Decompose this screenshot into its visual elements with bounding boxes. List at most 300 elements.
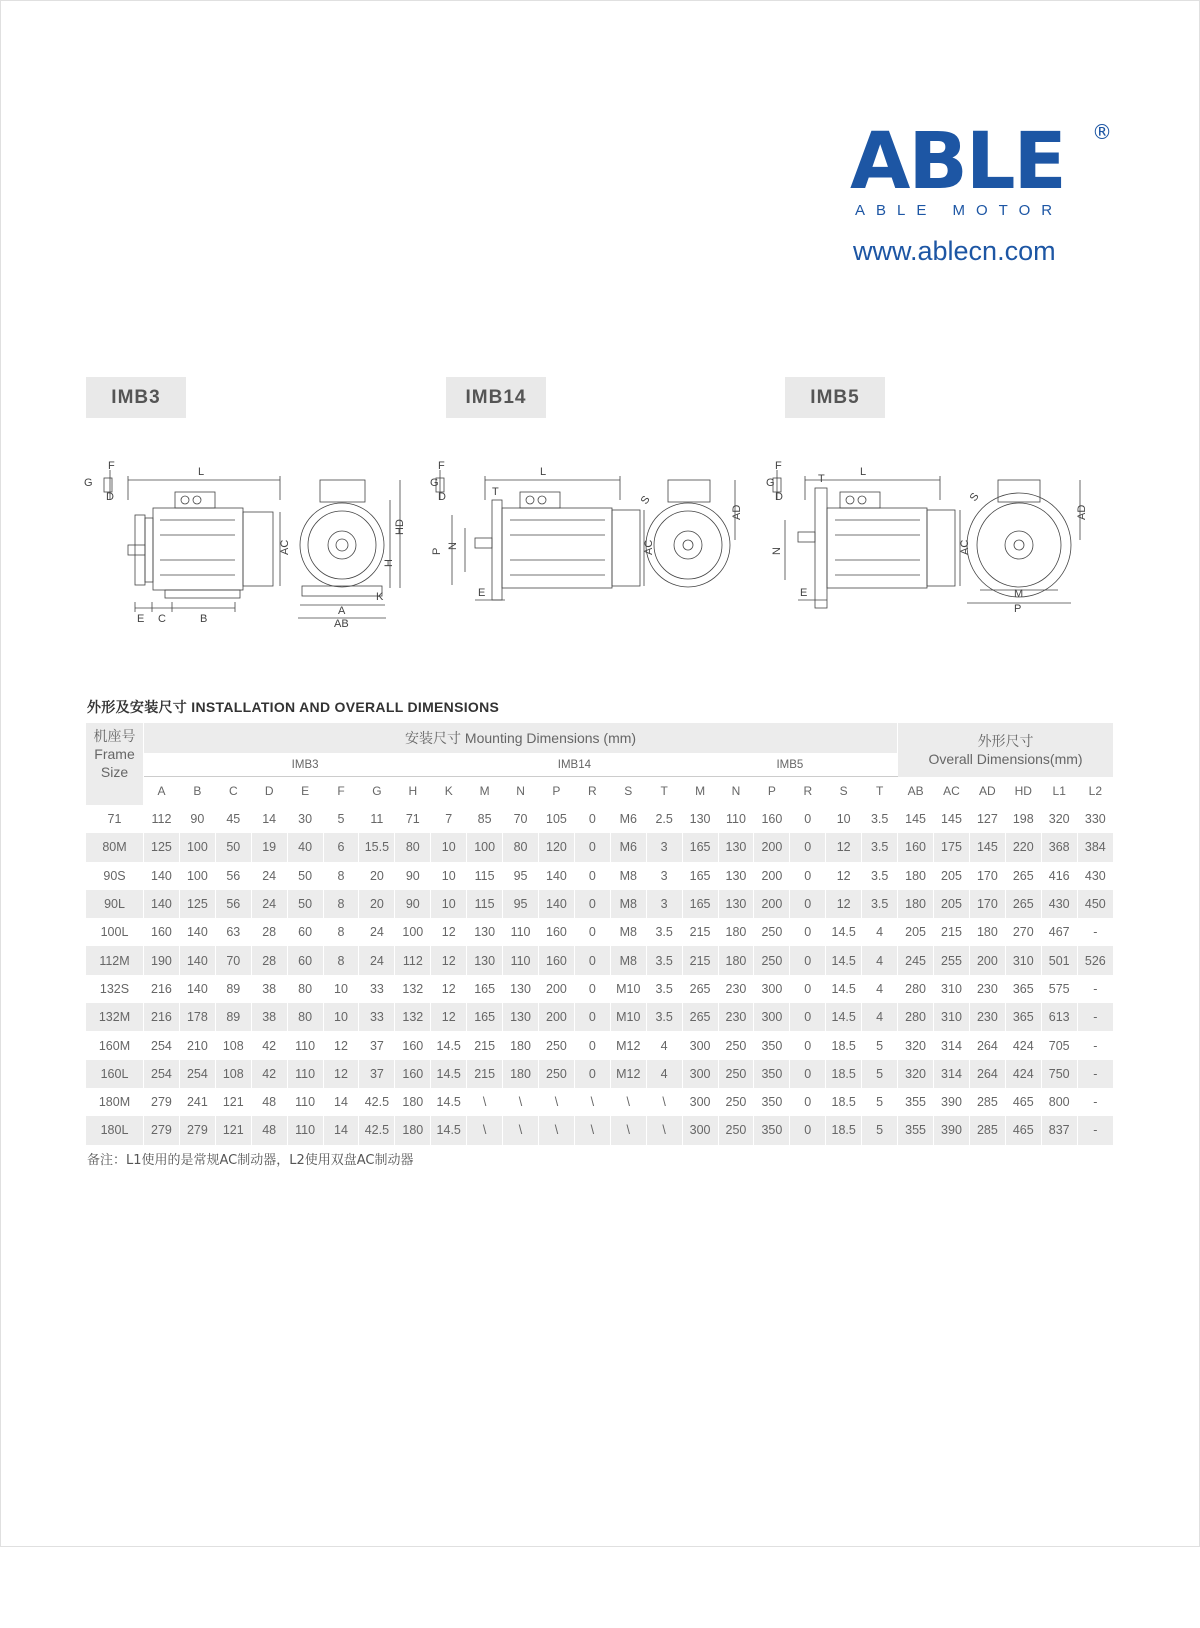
table-cell: \	[646, 1116, 682, 1144]
table-cell: 314	[934, 1031, 970, 1059]
imb14-label-ac: AC	[643, 539, 655, 555]
table-cell: 180	[718, 946, 754, 974]
table-cell: 18.5	[826, 1031, 862, 1059]
table-cell: 310	[934, 1003, 970, 1031]
frame-header-cn: 机座号	[93, 728, 136, 744]
table-cell: -	[1077, 918, 1113, 946]
table-cell: 11	[359, 805, 395, 833]
table-cell: 190	[144, 946, 180, 974]
table-cell: 250	[718, 1088, 754, 1116]
column-header: E	[287, 777, 323, 806]
table-cell: 314	[934, 1060, 970, 1088]
table-cell: 355	[898, 1116, 934, 1144]
table-cell: 300	[682, 1116, 718, 1144]
table-cell: 0	[790, 833, 826, 861]
table-cell: 165	[467, 1003, 503, 1031]
table-cell: 14.5	[431, 1060, 467, 1088]
imb3-label-l: L	[198, 466, 205, 478]
table-cell: 215	[682, 918, 718, 946]
imb14-label-t: T	[492, 486, 499, 498]
table-cell: 180	[898, 862, 934, 890]
table-cell: 12	[431, 1003, 467, 1031]
table-cell: 3	[646, 833, 682, 861]
table-cell: 215	[682, 946, 718, 974]
frame-size-cell: 132S	[86, 975, 144, 1003]
column-header: AB	[898, 777, 934, 806]
table-cell: 270	[1005, 918, 1041, 946]
table-cell: 526	[1077, 946, 1113, 974]
table-cell: 42	[251, 1031, 287, 1059]
imb14-label-d: D	[438, 491, 446, 503]
table-cell: 0	[574, 890, 610, 918]
table-cell: M8	[610, 918, 646, 946]
table-cell: 80	[503, 833, 539, 861]
table-cell: 42.5	[359, 1116, 395, 1144]
table-cell: 0	[790, 862, 826, 890]
table-cell: 38	[251, 975, 287, 1003]
column-header: S	[610, 777, 646, 806]
imb3-label-k: K	[376, 591, 384, 603]
table-cell: 165	[467, 975, 503, 1003]
table-cell: 320	[898, 1060, 934, 1088]
imb5-label-d: D	[775, 491, 783, 503]
table-cell: 285	[969, 1088, 1005, 1116]
table-cell: 416	[1041, 862, 1077, 890]
imb5-label-ad: AD	[1076, 504, 1088, 520]
column-header: P	[754, 777, 790, 806]
table-cell: 170	[969, 890, 1005, 918]
table-cell: 4	[862, 946, 898, 974]
imb5-label-f: F	[775, 460, 782, 472]
table-cell: 279	[179, 1116, 215, 1144]
table-cell: 50	[287, 862, 323, 890]
frame-size-cell: 90L	[86, 890, 144, 918]
table-cell: 265	[682, 975, 718, 1003]
table-cell: 38	[251, 1003, 287, 1031]
table-cell: 330	[1077, 805, 1113, 833]
imb3-label-d: D	[106, 491, 114, 503]
table-row	[86, 946, 1114, 974]
table-cell: 112	[144, 805, 180, 833]
table-cell: M8	[610, 890, 646, 918]
frame-size-cell: 112M	[86, 946, 144, 974]
table-cell: 180	[969, 918, 1005, 946]
table-cell: 241	[179, 1088, 215, 1116]
table-cell: 14.5	[826, 975, 862, 1003]
table-row	[86, 1031, 1114, 1059]
table-cell: \	[538, 1116, 574, 1144]
table-cell: M8	[610, 862, 646, 890]
table-cell: 320	[1041, 805, 1077, 833]
table-cell: 165	[682, 890, 718, 918]
table-row	[86, 1003, 1114, 1031]
table-cell: 365	[1005, 975, 1041, 1003]
table-cell: 160	[538, 918, 574, 946]
table-cell: 130	[503, 1003, 539, 1031]
table-cell: 130	[718, 862, 754, 890]
table-cell: 4	[862, 975, 898, 1003]
table-cell: 12	[431, 946, 467, 974]
group-imb3: IMB3	[144, 753, 467, 777]
table-cell: 465	[1005, 1088, 1041, 1116]
frame-size-cell: 132M	[86, 1003, 144, 1031]
table-cell: 279	[144, 1088, 180, 1116]
imb5-front-view	[967, 480, 1080, 603]
table-cell: 165	[682, 833, 718, 861]
table-cell: 110	[503, 946, 539, 974]
table-cell: 216	[144, 975, 180, 1003]
column-header: G	[359, 777, 395, 806]
table-row	[86, 890, 1114, 918]
table-cell: 215	[467, 1031, 503, 1059]
table-cell: 390	[934, 1116, 970, 1144]
imb5-label-g: G	[766, 477, 775, 489]
table-cell: 70	[503, 805, 539, 833]
group-imb14: IMB14	[467, 753, 682, 777]
table-cell: 310	[1005, 946, 1041, 974]
column-header: D	[251, 777, 287, 806]
imb14-label-ad: AD	[731, 504, 743, 520]
table-cell: 10	[826, 805, 862, 833]
table-cell: 230	[969, 975, 1005, 1003]
table-cell: 501	[1041, 946, 1077, 974]
table-cell: 112	[395, 946, 431, 974]
column-header: M	[467, 777, 503, 806]
table-cell: 160	[144, 918, 180, 946]
imb3-label-e: E	[137, 613, 145, 625]
table-cell: 50	[215, 833, 251, 861]
table-cell: 160	[538, 946, 574, 974]
frame-header-en-2: Size	[100, 764, 129, 780]
table-cell: 300	[754, 1003, 790, 1031]
table-cell: 12	[431, 975, 467, 1003]
table-cell: 350	[754, 1060, 790, 1088]
table-cell: 250	[718, 1116, 754, 1144]
tab-imb14: IMB14	[446, 377, 546, 418]
table-cell: 145	[898, 805, 934, 833]
table-cell: 160	[754, 805, 790, 833]
table-cell: 60	[287, 946, 323, 974]
table-row	[86, 975, 1114, 1003]
table-cell: 424	[1005, 1031, 1041, 1059]
imb3-label-h: H	[383, 559, 395, 567]
imb5-label-e: E	[800, 587, 808, 599]
table-cell: 121	[215, 1088, 251, 1116]
table-cell: 33	[359, 1003, 395, 1031]
table-cell: 3.5	[862, 805, 898, 833]
table-cell: 0	[790, 890, 826, 918]
table-cell: 100	[395, 918, 431, 946]
logo-wordmark: ABLE	[850, 117, 1065, 207]
table-cell: 12	[826, 890, 862, 918]
table-cell: 350	[754, 1116, 790, 1144]
table-cell: 279	[144, 1116, 180, 1144]
table-cell: 0	[790, 1060, 826, 1088]
table-cell: 0	[574, 1031, 610, 1059]
overall-header-en: Overall Dimensions(mm)	[928, 750, 1083, 767]
table-cell: 14.5	[826, 1003, 862, 1031]
table-cell: 28	[251, 946, 287, 974]
frame-size-header	[86, 723, 144, 805]
table-cell: 140	[144, 890, 180, 918]
table-cell: 18.5	[826, 1060, 862, 1088]
table-cell: 210	[179, 1031, 215, 1059]
frame-size-cell: 71	[86, 805, 144, 833]
table-cell: M10	[610, 1003, 646, 1031]
column-header: M	[682, 777, 718, 806]
table-cell: 160	[395, 1060, 431, 1088]
table-cell: 180	[395, 1116, 431, 1144]
table-cell: 200	[754, 833, 790, 861]
table-cell: 264	[969, 1031, 1005, 1059]
imb14-label-p: P	[431, 547, 443, 555]
table-cell: 198	[1005, 805, 1041, 833]
table-cell: 14	[323, 1088, 359, 1116]
table-cell: M8	[610, 946, 646, 974]
table-cell: 90	[395, 862, 431, 890]
table-cell: 80	[395, 833, 431, 861]
table-cell: 140	[179, 946, 215, 974]
table-cell: 255	[934, 946, 970, 974]
table-cell: 215	[467, 1060, 503, 1088]
imb14-label-f: F	[438, 460, 445, 472]
column-header: F	[323, 777, 359, 806]
table-cell: 160	[395, 1031, 431, 1059]
column-header: AD	[969, 777, 1005, 806]
table-cell: 115	[467, 890, 503, 918]
table-cell: 130	[718, 890, 754, 918]
table-row	[86, 833, 1114, 861]
table-cell: 48	[251, 1088, 287, 1116]
table-cell: 110	[287, 1060, 323, 1088]
group-imb5: IMB5	[682, 753, 898, 777]
table-cell: 130	[682, 805, 718, 833]
table-cell: 20	[359, 890, 395, 918]
table-cell: 145	[934, 805, 970, 833]
table-row	[86, 862, 1114, 890]
table-cell: 19	[251, 833, 287, 861]
imb14-side-view	[436, 470, 644, 600]
table-cell: 14.5	[431, 1116, 467, 1144]
table-cell: 89	[215, 1003, 251, 1031]
brand-subtitle: ABLE MOTOR	[855, 202, 1064, 219]
imb5-label-n: N	[771, 547, 783, 555]
table-cell: 8	[323, 862, 359, 890]
table-cell: 8	[323, 918, 359, 946]
frame-size-cell: 180L	[86, 1116, 144, 1144]
table-cell: 450	[1077, 890, 1113, 918]
table-cell: \	[610, 1116, 646, 1144]
table-cell: 12	[431, 918, 467, 946]
table-cell: 8	[323, 890, 359, 918]
table-cell: 5	[862, 1031, 898, 1059]
table-cell: 130	[467, 946, 503, 974]
table-cell: 750	[1041, 1060, 1077, 1088]
table-cell: 42.5	[359, 1088, 395, 1116]
frame-size-cell: 180M	[86, 1088, 144, 1116]
registered-mark: ®	[1092, 120, 1112, 144]
column-header: N	[503, 777, 539, 806]
table-cell: 0	[574, 946, 610, 974]
table-row	[86, 805, 1114, 833]
table-cell: 90	[395, 890, 431, 918]
table-cell: 5	[323, 805, 359, 833]
table-cell: 205	[934, 890, 970, 918]
table-cell: 10	[431, 862, 467, 890]
table-cell: 230	[718, 975, 754, 1003]
table-cell: 300	[682, 1060, 718, 1088]
table-cell: 3.5	[646, 1003, 682, 1031]
table-cell: 0	[790, 975, 826, 1003]
table-cell: 42	[251, 1060, 287, 1088]
table-cell: 140	[144, 862, 180, 890]
column-header: L1	[1041, 777, 1077, 806]
imb5-label-s: S	[967, 490, 982, 504]
imb3-label-ac: AC	[279, 539, 291, 555]
imb5-label-p: P	[1014, 603, 1022, 615]
mounting-dimensions-header: 安装尺寸 Mounting Dimensions (mm)	[144, 723, 898, 753]
overall-dimensions-header	[898, 723, 1114, 777]
table-cell: \	[646, 1088, 682, 1116]
table-cell: 115	[467, 862, 503, 890]
table-cell: 6	[323, 833, 359, 861]
table-cell: 37	[359, 1031, 395, 1059]
table-cell: 45	[215, 805, 251, 833]
table-cell: 467	[1041, 918, 1077, 946]
table-cell: 180	[718, 918, 754, 946]
table-cell: 250	[754, 946, 790, 974]
column-header: T	[862, 777, 898, 806]
table-cell: 178	[179, 1003, 215, 1031]
table-cell: \	[467, 1116, 503, 1144]
table-cell: 265	[1005, 890, 1041, 918]
table-cell: 4	[646, 1060, 682, 1088]
table-cell: 3.5	[862, 862, 898, 890]
column-header-row	[86, 777, 1114, 806]
table-cell: 130	[503, 975, 539, 1003]
table-cell: 90	[179, 805, 215, 833]
table-cell: 8	[323, 946, 359, 974]
table-cell: 245	[898, 946, 934, 974]
table-cell: 28	[251, 918, 287, 946]
table-cell: 280	[898, 1003, 934, 1031]
table-cell: -	[1077, 1088, 1113, 1116]
imb14-label-e: E	[478, 587, 486, 599]
column-header: R	[790, 777, 826, 806]
table-cell: 5	[862, 1060, 898, 1088]
table-cell: 0	[790, 918, 826, 946]
table-cell: 230	[718, 1003, 754, 1031]
table-cell: 121	[215, 1116, 251, 1144]
brand-logo	[850, 117, 1112, 207]
table-cell: 300	[682, 1088, 718, 1116]
table-cell: 200	[754, 890, 790, 918]
table-cell: M6	[610, 833, 646, 861]
table-cell: 0	[574, 918, 610, 946]
table-cell: 613	[1041, 1003, 1077, 1031]
table-cell: 355	[898, 1088, 934, 1116]
table-cell: -	[1077, 1060, 1113, 1088]
table-cell: 3.5	[646, 975, 682, 1003]
table-row	[86, 1116, 1114, 1144]
dimension-drawings	[80, 460, 1120, 650]
table-cell: 30	[287, 805, 323, 833]
footnote: 备注：L1使用的是常规AC制动器，L2使用双盘AC制动器	[87, 1153, 414, 1168]
table-cell: 250	[718, 1060, 754, 1088]
table-cell: 14	[251, 805, 287, 833]
table-cell: 5	[862, 1116, 898, 1144]
table-cell: 85	[467, 805, 503, 833]
imb14-front-view	[646, 480, 735, 587]
table-cell: 384	[1077, 833, 1113, 861]
table-cell: 200	[754, 862, 790, 890]
table-cell: 24	[251, 890, 287, 918]
table-cell: M12	[610, 1031, 646, 1059]
column-header: T	[646, 777, 682, 806]
table-cell: 368	[1041, 833, 1077, 861]
table-cell: 33	[359, 975, 395, 1003]
imb14-label-g: G	[430, 477, 439, 489]
table-cell: 14.5	[431, 1088, 467, 1116]
table-cell: M6	[610, 805, 646, 833]
table-cell: 10	[431, 833, 467, 861]
table-cell: 837	[1041, 1116, 1077, 1144]
table-cell: 350	[754, 1031, 790, 1059]
table-cell: 310	[934, 975, 970, 1003]
table-cell: 180	[503, 1060, 539, 1088]
section-title: 外形及安装尺寸 INSTALLATION AND OVERALL DIMENSIONS	[87, 699, 500, 715]
table-cell: 160	[898, 833, 934, 861]
table-cell: 220	[1005, 833, 1041, 861]
table-cell: 465	[1005, 1116, 1041, 1144]
table-cell: 15.5	[359, 833, 395, 861]
table-cell: 3	[646, 862, 682, 890]
tab-imb5: IMB5	[785, 377, 885, 418]
column-header: AC	[934, 777, 970, 806]
table-cell: 12	[826, 862, 862, 890]
table-cell: 110	[287, 1088, 323, 1116]
table-cell: 200	[538, 1003, 574, 1031]
table-cell: 60	[287, 918, 323, 946]
imb14-label-l: L	[540, 466, 547, 478]
table-cell: 14.5	[431, 1031, 467, 1059]
table-cell: 14.5	[826, 918, 862, 946]
table-cell: 170	[969, 862, 1005, 890]
table-cell: 110	[718, 805, 754, 833]
table-cell: 120	[538, 833, 574, 861]
table-cell: -	[1077, 975, 1113, 1003]
table-cell: 89	[215, 975, 251, 1003]
table-cell: 56	[215, 862, 251, 890]
table-cell: 2.5	[646, 805, 682, 833]
table-cell: 12	[826, 833, 862, 861]
table-cell: 254	[144, 1060, 180, 1088]
table-cell: M12	[610, 1060, 646, 1088]
table-cell: 3.5	[646, 918, 682, 946]
table-cell: 10	[323, 1003, 359, 1031]
table-cell: 250	[538, 1031, 574, 1059]
table-cell: 108	[215, 1031, 251, 1059]
table-cell: 165	[682, 862, 718, 890]
table-cell: 37	[359, 1060, 395, 1088]
column-header: R	[574, 777, 610, 806]
table-cell: 24	[251, 862, 287, 890]
table-cell: 390	[934, 1088, 970, 1116]
table-cell: 430	[1041, 890, 1077, 918]
table-cell: 216	[144, 1003, 180, 1031]
table-cell: 108	[215, 1060, 251, 1088]
table-cell: 430	[1077, 862, 1113, 890]
